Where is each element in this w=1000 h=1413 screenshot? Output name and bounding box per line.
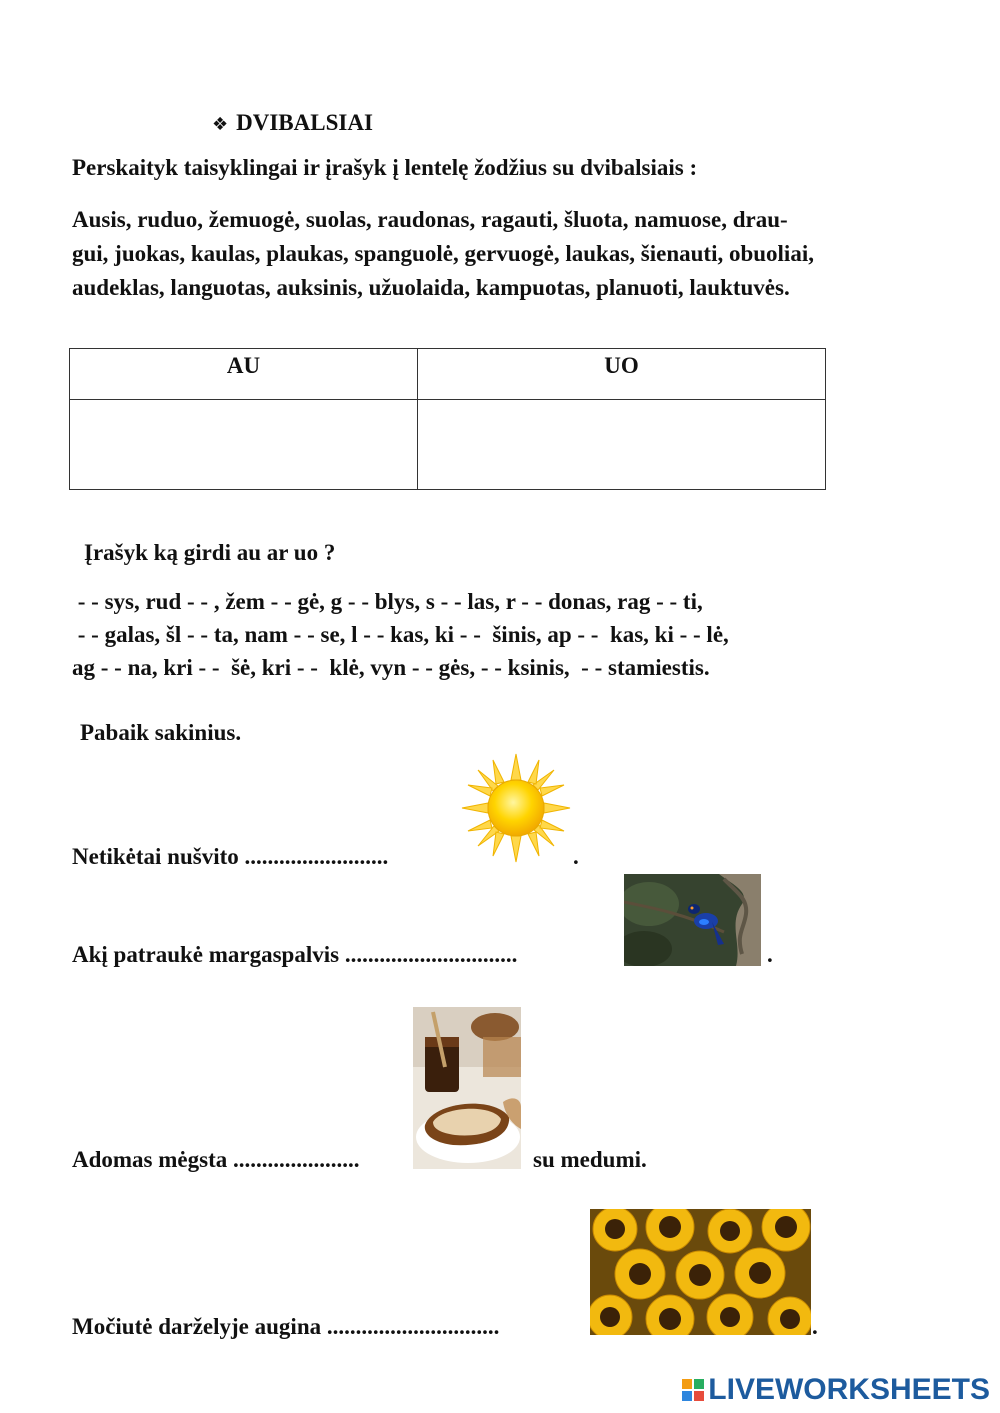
diamond-bullet-icon: ❖ [212, 114, 229, 135]
answer-cell-uo[interactable] [418, 400, 826, 490]
sentence-3[interactable]: Adomas mėgsta ...................... [72, 1147, 360, 1172]
word-line: audeklas, languotas, auksinis, užuolaida, kampuotas, planuoti, lauktuvės. [72, 275, 790, 300]
word-list [72, 203, 952, 305]
instruction-1: Perskaityk taisyklingai ir įrašyk į lentelę žodžius su dvibalsiais : [72, 155, 698, 180]
sun-image [460, 752, 572, 864]
word-line: Ausis, ruduo, žemuogė, suolas, raudonas, ragauti, šluota, namuose, drau- [72, 207, 788, 232]
sentence-2-end: . [767, 942, 773, 967]
diphthong-table [69, 348, 826, 490]
instruction-2: Įrašyk ką girdi au ar uo ? [84, 540, 336, 565]
sentence-1-end: . [573, 844, 579, 869]
sunflowers-image [590, 1209, 811, 1335]
word-line: gui, juokas, kaulas, plaukas, spanguolė, gervuogė, laukas, šienauti, obuoliai, [72, 241, 814, 266]
gap-line[interactable]: - - galas, šl - - ta, nam - - se, l - - kas, ki - - šinis, ap - - kas, ki - - lė, [72, 622, 729, 647]
column-header-au: AU [70, 349, 418, 400]
instruction-3: Pabaik sakinius. [80, 720, 242, 745]
sentence-3-end: su medumi. [533, 1147, 647, 1172]
gap-line[interactable]: ag - - na, kri - - šė, kri - - klė, vyn - - gės, - - ksinis, - - stamiestis. [72, 655, 710, 680]
gap-exercise [72, 585, 972, 684]
column-header-uo: UO [418, 349, 826, 400]
sentence-4[interactable]: Močiutė darželyje augina .............................. [72, 1314, 500, 1339]
answer-cell-au[interactable] [70, 400, 418, 490]
sentence-4-end: . [812, 1314, 818, 1339]
bird-image [624, 874, 761, 966]
liveworksheets-brand: LIVEWORKSHEETS [682, 1373, 990, 1407]
sentence-2[interactable]: Akį patraukė margaspalvis .............................. [72, 942, 518, 967]
gap-line[interactable]: - - sys, rud - - , žem - - gė, g - - blys, s - - las, r - - donas, rag - - ti, [72, 589, 703, 614]
liveworksheets-logo-icon [682, 1379, 704, 1401]
page-title: ❖ DVIBALSIAI [212, 110, 373, 135]
honey-bread-image [413, 1007, 521, 1169]
sentence-1[interactable]: Netikėtai nušvito ......................... [72, 844, 389, 869]
